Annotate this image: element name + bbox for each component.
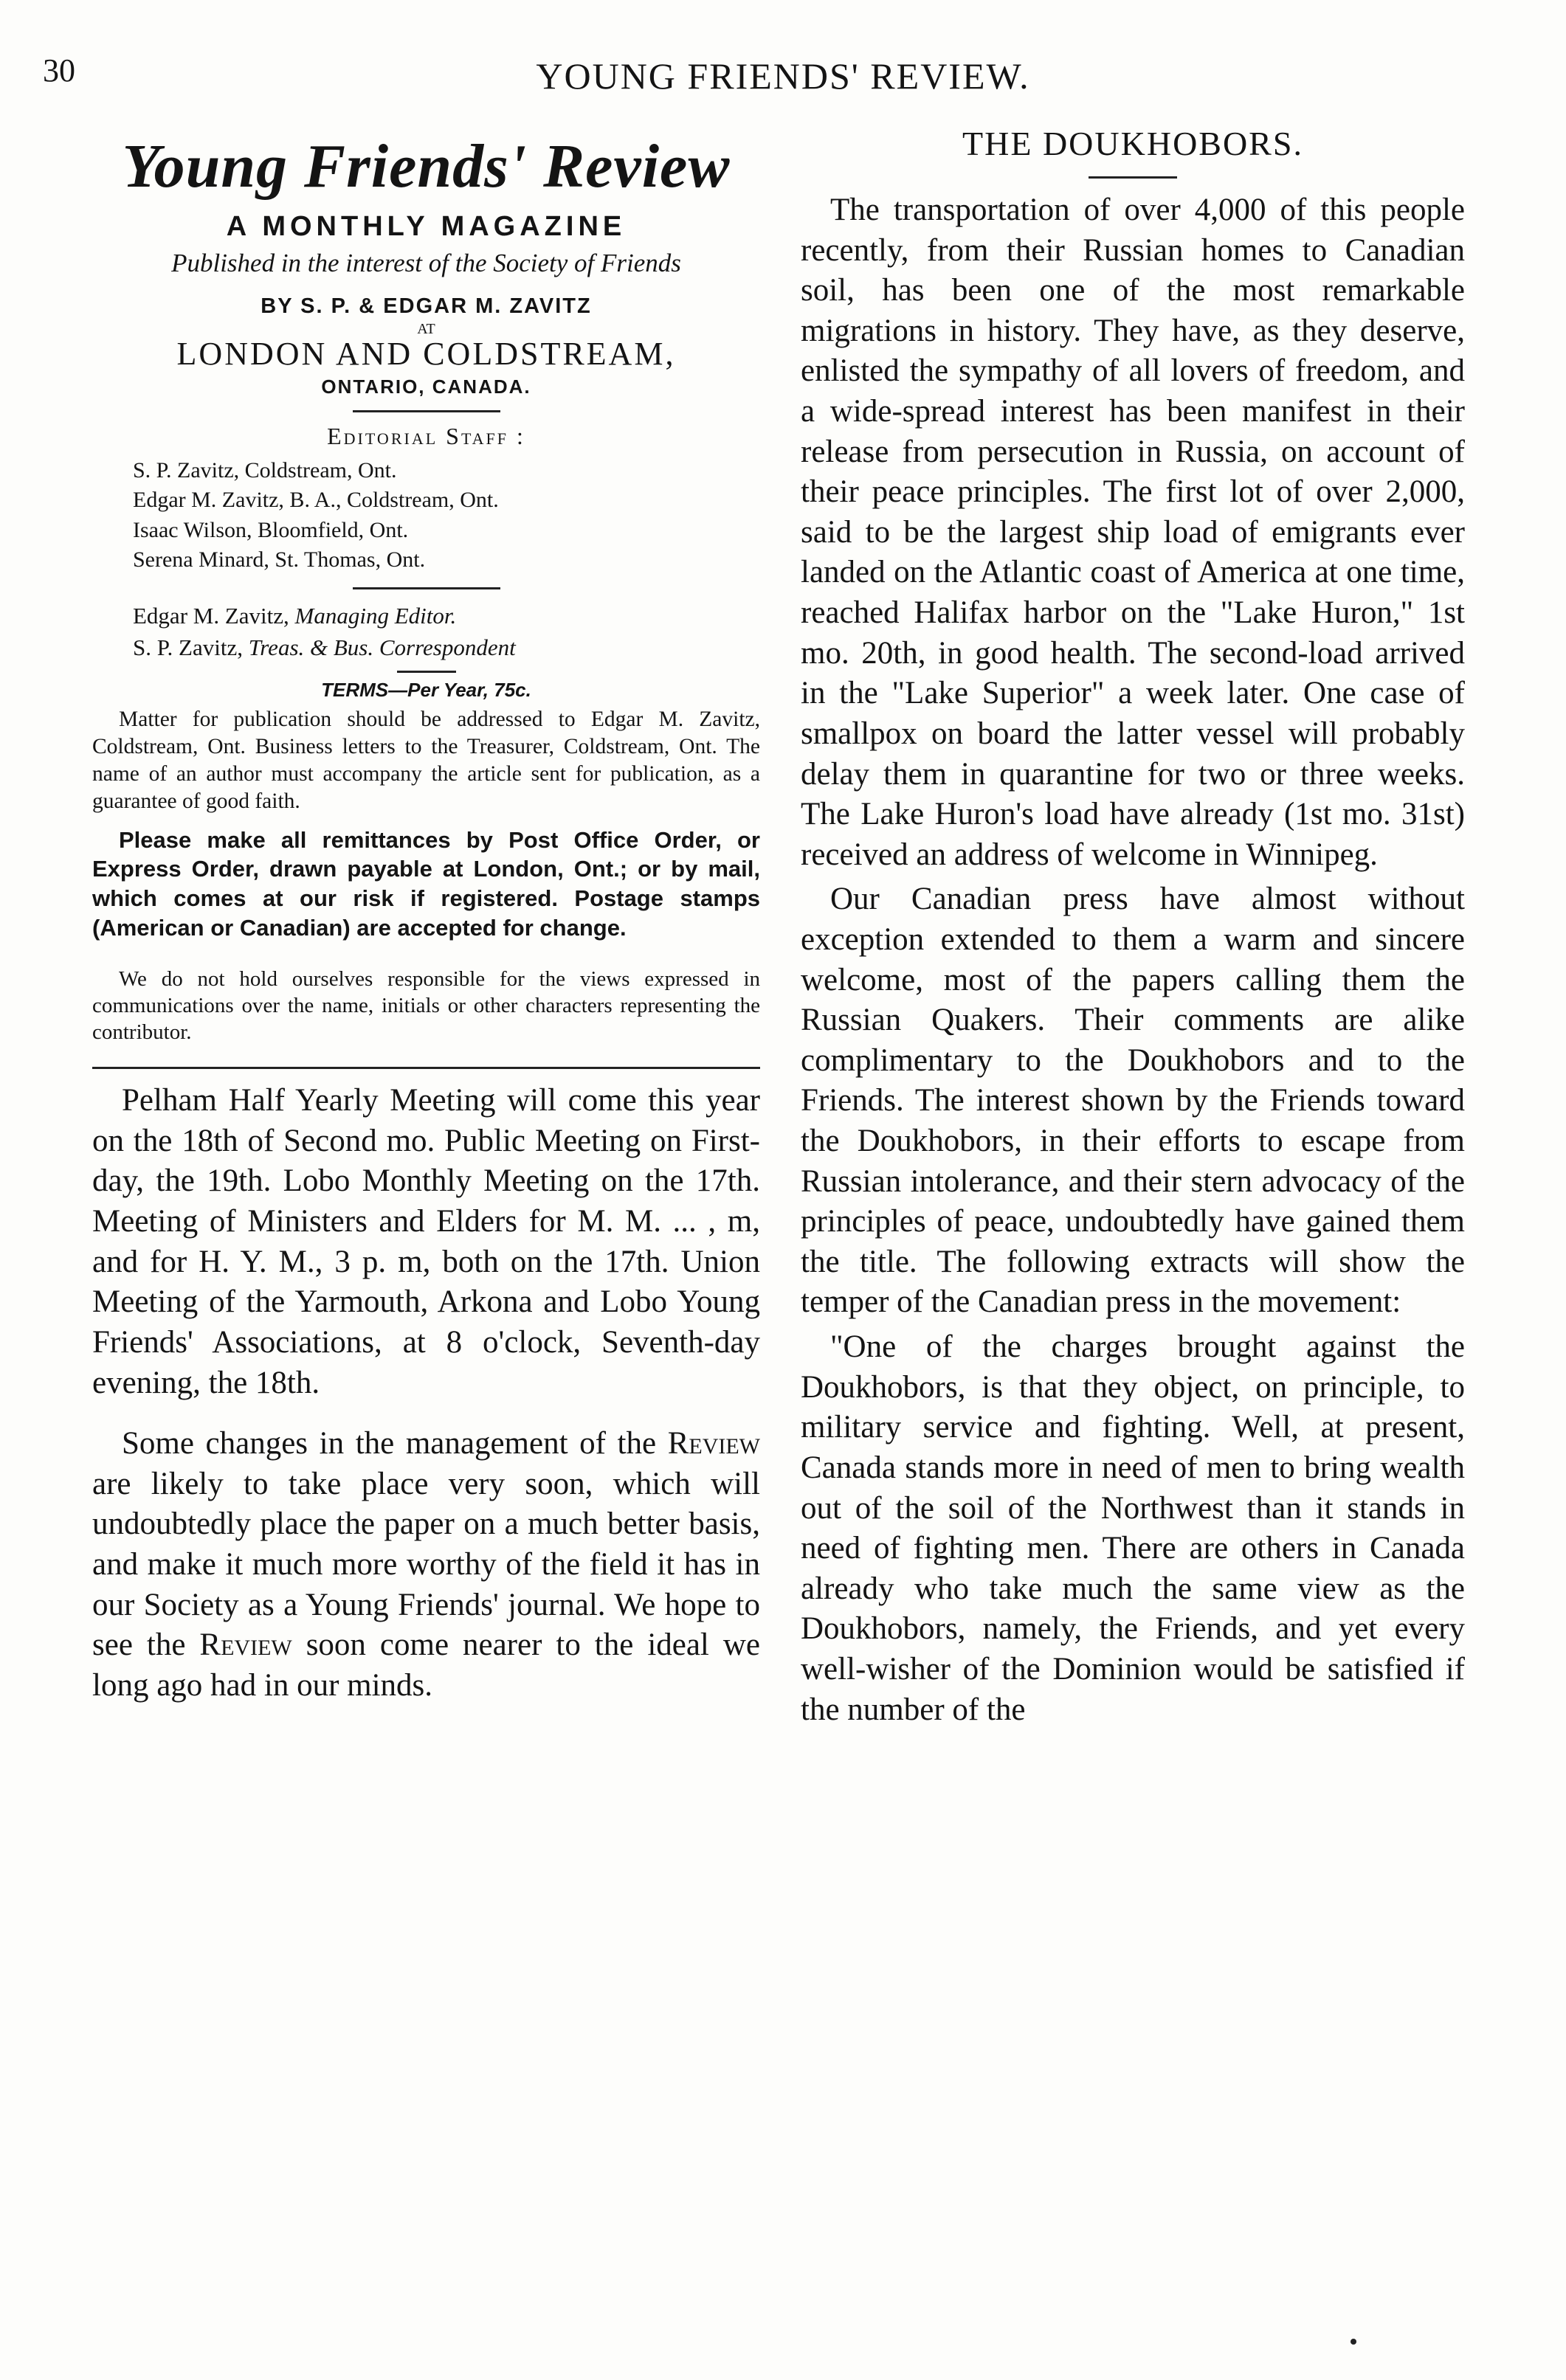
article-title: THE DOUKHOBORS. [962, 125, 1303, 162]
managing-editor-role: Managing Editor. [294, 602, 457, 629]
managing-editor-name: Edgar M. Zavitz, [133, 602, 289, 629]
publication-line: Published in the interest of the Society of Friends [171, 249, 681, 278]
masthead-title: Young Friends' Review [122, 132, 731, 201]
province-line: ONTARIO, CANADA. [321, 375, 531, 398]
notice-matter: Matter for publication should be addressed to Edgar M. Zavitz, Coldstream, Ont. Business letters to the Treasurer, Coldstream, Ont. The name of an author must accompany the article sent for publication, as a guarantee of good faith. [92, 708, 760, 813]
page-number: 30 [43, 52, 75, 89]
at-word: AT [417, 321, 435, 338]
pelham-meeting-paragraph: Pelham Half Yearly Meeting will come this year on the 18th of Second mo. Public Meeting on First-day, the 19th. Lobo Monthly Meeting on the 17th. Meeting of Ministers and Elders for M. M. ... , m, and for H. Y. M., 3 p. m, both on the 17th. Union Meeting of the Yarmouth, Arkona and Lobo Young Friends' Associations, at 8 o'clock, Seventh-day evening, the 18th. [92, 1083, 760, 1400]
treasurer-line [133, 632, 760, 663]
ink-speck [1351, 2339, 1356, 2345]
masthead-subtitle: A MONTHLY MAGAZINE [226, 211, 627, 243]
management-changes-paragraph [92, 1424, 760, 1706]
treasurer-name: S. P. Zavitz, [133, 634, 243, 660]
text-run: Some changes in the management of the [122, 1426, 668, 1461]
review-word: Review [667, 1426, 760, 1461]
staff-member: Edgar M. Zavitz, B. A., Coldstream, Ont. [133, 488, 499, 513]
article-paragraph: Our Canadian press have almost without exception extended to them a warm and sincere welcome, most of the papers calling them the Russian Quakers. Their comments are alike complimentary to the Doukhobors and to the Friends. The interest shown by the Friends toward the Doukhobors, in their efforts to escape from Russian intolerance, and their stern advocacy of the principles of peace, undoubtedly have gained them the title. The following extracts will show the temper of the Canadian press in the movement: [801, 882, 1465, 1320]
text-run: soon come nearer to the ideal we long ago had in our minds. [92, 1627, 761, 1703]
location-line: LONDON AND COLDSTREAM, [176, 336, 676, 373]
divider [1089, 176, 1177, 179]
divider [397, 671, 456, 673]
terms-line: TERMS—Per Year, 75c. [321, 679, 531, 702]
section-divider [92, 1067, 760, 1069]
divider [353, 410, 500, 412]
staff-member: Serena Minard, St. Thomas, Ont. [133, 547, 426, 572]
left-column [92, 125, 760, 1726]
staff-member: Isaac Wilson, Bloomfield, Ont. [133, 517, 409, 542]
publishers-line: BY S. P. & EDGAR M. ZAVITZ [261, 294, 592, 319]
article-paragraph: The transportation of over 4,000 of this people recently, from their Russian homes to Canadian soil, has been one of the most remarkable migrations in history. They have, as they deserve, enlisted the sympathy of all lovers of freedom, and a wide-spread interest has been manifest in their release from persecution in Russia, on account of their peace principles. The first lot of over 2,000, said to be the largest ship load of emigrants ever landed on the Atlantic coast of America at one time, reached Halifax harbor on the "Lake Huron," 1st mo. 20th, in good health. The second-load arrived in the "Lake Superior" a week later. One case of smallpox on board the latter vessel will probably delay them in quarantine for two or three weeks. The Lake Huron's load have already (1st mo. 31st) received an address of welcome in Winnipeg. [801, 193, 1465, 872]
notice-responsibility: We do not hold ourselves responsible for the views expressed in communications over the name, initials or other characters representing the contributor. [92, 966, 760, 1044]
treasurer-role: Treas. & Bus. Correspondent [248, 634, 516, 660]
text-run: are likely to take place very soon, which will undoubtedly place the paper on a much better basis, and make it much more worthy of the field it has in our Society as a Young Friends' journal. We hope to see the [92, 1466, 760, 1663]
managing-editor-line [133, 600, 760, 632]
editorial-staff-heading: Editorial Staff : [327, 422, 525, 449]
article-paragraph: "One of the charges brought against the Doukhobors, is that they object, on principle, to military service and fighting. Well, at present, Canada stands more in need of men to bring wealth out of the soil of the Northwest than it stands in need of fighting men. There are others in Canada already who take much the same view as the Doukhobors, namely, the Friends, and yet every well-wisher of the Dominion would be satisfied if the number of the [801, 1329, 1465, 1727]
review-word: Review [199, 1627, 292, 1663]
right-column [801, 125, 1465, 1734]
staff-member: S. P. Zavitz, Coldstream, Ont. [133, 457, 397, 482]
divider [353, 587, 500, 589]
running-head: YOUNG FRIENDS' REVIEW. [536, 55, 1030, 97]
notice-remittance: Please make all remittances by Post Office Order, or Express Order, drawn payable at London, Ont.; or by mail, which comes at our risk if registered. Postage stamps (American or Canadian) are accepted for change. [92, 826, 760, 941]
